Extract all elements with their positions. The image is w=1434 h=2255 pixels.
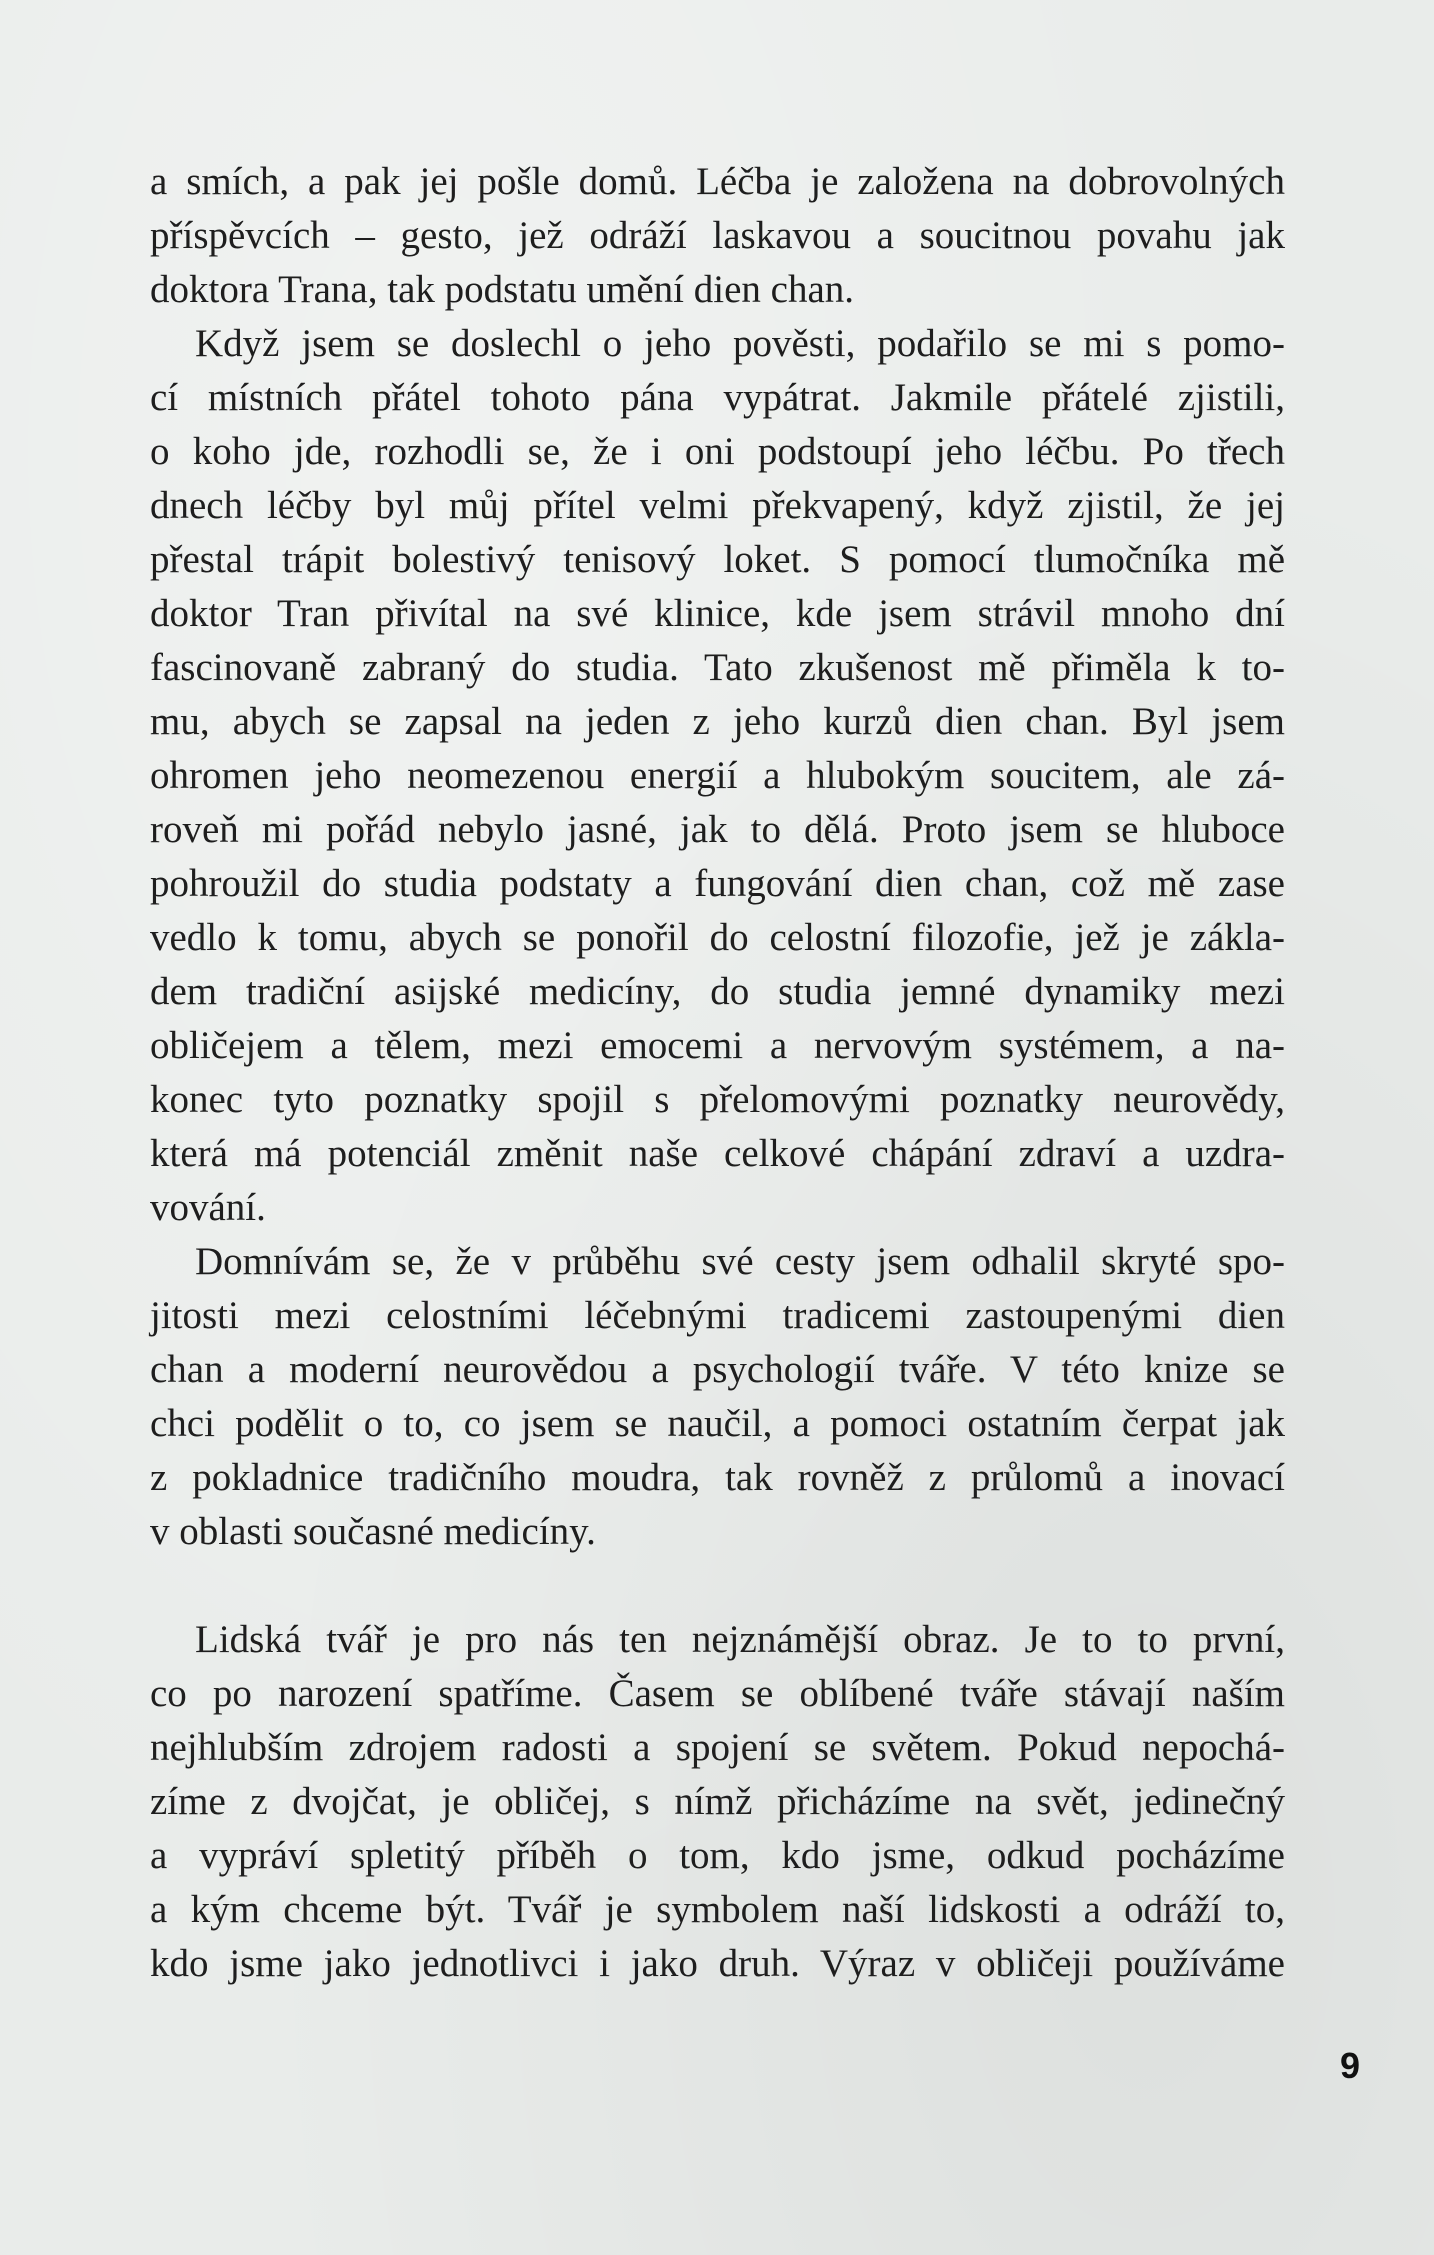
text-line: o koho jde, rozhodli se, že i oni podstoupí jeho léčbu. Po třech — [150, 430, 1285, 473]
text-line: doktora Trana, tak podstatu umění dien chan. — [150, 268, 855, 311]
paragraph-3 — [150, 1235, 1285, 1559]
text-line: příspěvcích – gesto, jež odráží laskavou a soucitnou povahu jak — [150, 214, 1285, 257]
text-line: co po narození spatříme. Časem se oblíbené tváře stávají naším — [150, 1672, 1285, 1715]
text-line: konec tyto poznatky spojil s přelomovými poznatky neurovědy, — [150, 1078, 1285, 1121]
text-line: jitosti mezi celostními léčebnými tradicemi zastoupenými dien — [150, 1294, 1285, 1337]
paragraph-1 — [150, 155, 1285, 317]
text-line: kdo jsme jako jednotlivci i jako druh. Výraz v obličeji používáme — [150, 1942, 1285, 1985]
text-line: Lidská tvář je pro nás ten nejznámější obraz. Je to to první, — [195, 1618, 1285, 1661]
text-line: Domnívám se, že v průběhu své cesty jsem odhalil skryté spo- — [195, 1240, 1285, 1283]
text-line: dem tradiční asijské medicíny, do studia jemné dynamiky mezi — [150, 970, 1285, 1013]
paragraph-4 — [150, 1613, 1285, 1991]
text-line: z pokladnice tradičního moudra, tak rovněž z průlomů a inovací — [150, 1456, 1285, 1499]
text-line: a kým chceme být. Tvář je symbolem naší lidskosti a odráží to, — [150, 1888, 1285, 1931]
text-line: v oblasti současné medicíny. — [150, 1510, 596, 1553]
text-line: přestal trápit bolestivý tenisový loket. S pomocí tlumočníka mě — [150, 538, 1285, 581]
text-line: roveň mi pořád nebylo jasné, jak to dělá. Proto jsem se hluboce — [150, 808, 1285, 851]
text-line: doktor Tran přivítal na své klinice, kde jsem strávil mnoho dní — [150, 592, 1285, 635]
text-line: vedlo k tomu, abych se ponořil do celostní filozofie, jež je zákla- — [150, 916, 1285, 959]
text-line: zíme z dvojčat, je obličej, s nímž přicházíme na svět, jedinečný — [150, 1780, 1285, 1823]
text-line: a vypráví spletitý příběh o tom, kdo jsme, odkud pocházíme — [150, 1834, 1285, 1877]
text-line: cí místních přátel tohoto pána vypátrat. Jakmile přátelé zjistili, — [150, 376, 1285, 419]
section-break — [150, 1559, 1285, 1613]
text-line: fascinovaně zabraný do studia. Tato zkušenost mě přiměla k to- — [150, 646, 1285, 689]
text-line: mu, abych se zapsal na jeden z jeho kurzů dien chan. Byl jsem — [150, 700, 1285, 743]
text-line: nejhlubším zdrojem radosti a spojení se světem. Pokud nepochá- — [150, 1726, 1285, 1769]
text-line: dnech léčby byl můj přítel velmi překvapený, když zjistil, že jej — [150, 484, 1285, 527]
text-line: chan a moderní neurovědou a psychologií tváře. V této knize se — [150, 1348, 1285, 1391]
text-line: vování. — [150, 1186, 266, 1229]
text-line: a smích, a pak jej pošle domů. Léčba je založena na dobrovolných — [150, 160, 1285, 203]
text-line: ohromen jeho neomezenou energií a hlubokým soucitem, ale zá- — [150, 754, 1285, 797]
text-line: pohroužil do studia podstaty a fungování dien chan, což mě zase — [150, 862, 1285, 905]
page-number: 9 — [1340, 2045, 1361, 2086]
text-line: obličejem a tělem, mezi emocemi a nervovým systémem, a na- — [150, 1024, 1285, 1067]
body-text — [150, 155, 1285, 1991]
text-line: chci podělit o to, co jsem se naučil, a pomoci ostatním čerpat jak — [150, 1402, 1285, 1445]
paragraph-2 — [150, 317, 1285, 1235]
text-line: která má potenciál změnit naše celkové chápání zdraví a uzdra- — [150, 1132, 1285, 1175]
text-line: Když jsem se doslechl o jeho pověsti, podařilo se mi s pomo- — [195, 322, 1285, 365]
